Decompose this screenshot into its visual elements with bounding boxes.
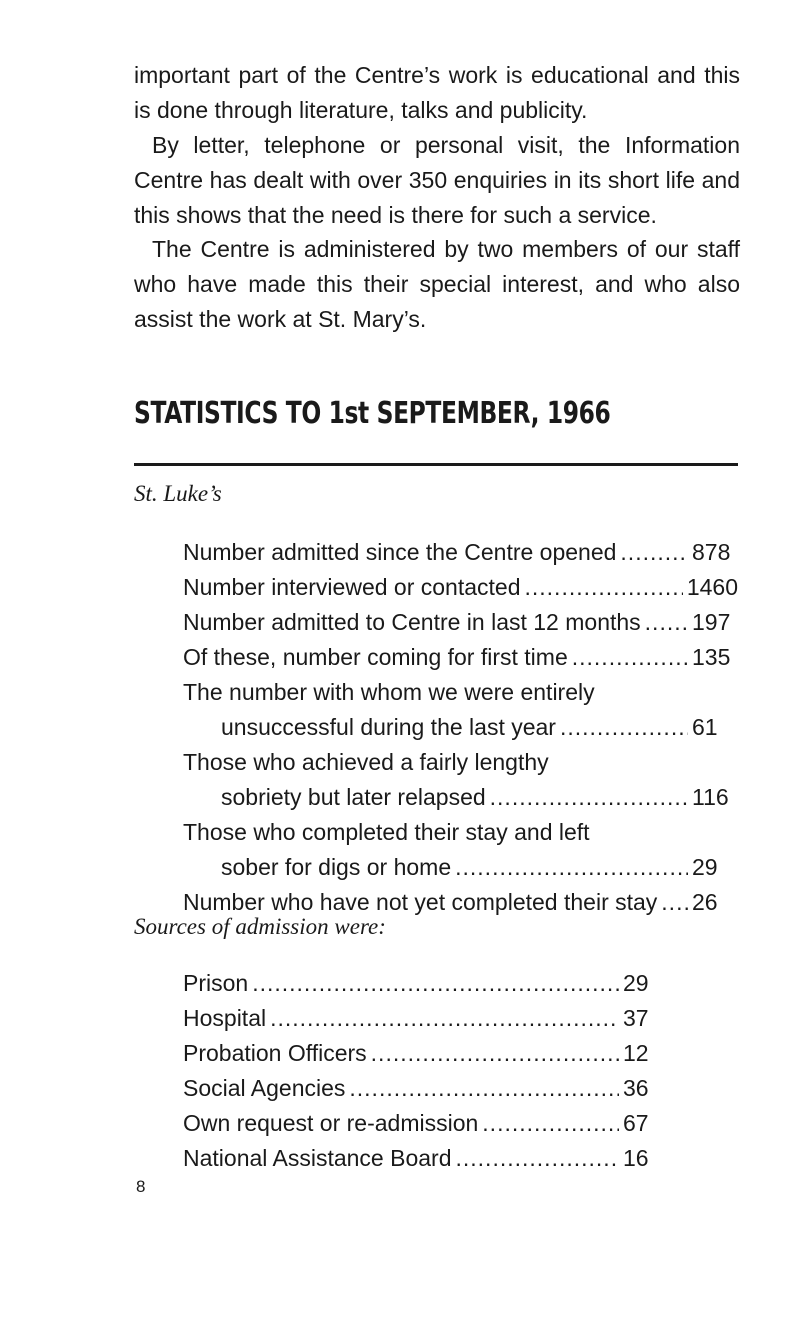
source-label: National Assistance Board bbox=[183, 1145, 452, 1171]
stat-row bbox=[183, 570, 738, 605]
source-label: Probation Officers bbox=[183, 1040, 367, 1066]
stat-label-line1: Those who achieved a fairly lengthy bbox=[183, 749, 549, 775]
stat-label-line2: sobriety but later relapsed bbox=[221, 784, 486, 810]
dot-leader bbox=[490, 780, 688, 815]
dot-leader bbox=[455, 850, 688, 885]
stat-label: Number admitted to Centre in last 12 months bbox=[183, 609, 641, 635]
source-label: Hospital bbox=[183, 1005, 267, 1031]
stat-label-line2: unsuccessful during the last year bbox=[221, 714, 556, 740]
stat-label: Of these, number coming for first time bbox=[183, 644, 568, 670]
stat-label: Number who have not yet completed their stay bbox=[183, 889, 658, 915]
source-row bbox=[183, 1001, 653, 1036]
st-lukes-stats-list bbox=[183, 535, 738, 920]
source-value: 67 bbox=[623, 1110, 649, 1136]
dot-leader bbox=[349, 1071, 619, 1106]
stat-value: 197 bbox=[692, 609, 731, 635]
dot-leader bbox=[371, 1036, 619, 1071]
dot-leader bbox=[270, 1001, 619, 1036]
heading-divider bbox=[134, 463, 738, 466]
stat-label-line1: The number with whom we were entirely bbox=[183, 679, 595, 705]
dot-leader bbox=[572, 640, 688, 675]
source-label: Own request or re-admission bbox=[183, 1110, 479, 1136]
paragraph-enquiries-text: By letter, telephone or personal visit, the Information Centre has dealt with over 350 enquiries in its short life and this shows that the need is there for such a service. bbox=[134, 132, 740, 228]
stat-label: Number admitted since the Centre opened bbox=[183, 539, 617, 565]
dot-leader bbox=[620, 535, 688, 570]
stat-row bbox=[183, 675, 738, 745]
page-number: 8 bbox=[136, 1177, 146, 1196]
dot-leader bbox=[456, 1141, 620, 1176]
stat-value: 135 bbox=[692, 644, 731, 670]
paragraph-administration bbox=[134, 232, 740, 337]
source-value: 16 bbox=[623, 1145, 649, 1171]
source-row bbox=[183, 1071, 653, 1106]
stat-row bbox=[183, 815, 738, 885]
stat-value: 29 bbox=[692, 854, 718, 880]
stat-label-line2: sober for digs or home bbox=[221, 854, 452, 880]
stat-label-line1: Those who completed their stay and left bbox=[183, 819, 590, 845]
stat-value: 26 bbox=[692, 889, 718, 915]
stat-value: 878 bbox=[692, 539, 731, 565]
stat-row bbox=[183, 745, 738, 815]
stat-value: 1460 bbox=[686, 574, 738, 600]
source-value: 37 bbox=[623, 1005, 649, 1031]
source-value: 12 bbox=[623, 1040, 649, 1066]
source-row bbox=[183, 1036, 653, 1071]
dot-leader bbox=[525, 570, 683, 605]
dot-leader bbox=[482, 1106, 619, 1141]
stat-value: 116 bbox=[692, 784, 729, 810]
source-label: Prison bbox=[183, 970, 249, 996]
stat-row bbox=[183, 640, 738, 675]
source-row bbox=[183, 1106, 653, 1141]
stat-label: Number interviewed or contacted bbox=[183, 574, 521, 600]
stat-row bbox=[183, 605, 738, 640]
stat-row bbox=[183, 535, 738, 570]
paragraph-enquiries bbox=[134, 128, 740, 233]
source-value: 36 bbox=[623, 1075, 649, 1101]
dot-leader bbox=[252, 966, 619, 1001]
st-lukes-subheading: St. Luke’s bbox=[134, 481, 222, 506]
source-row bbox=[183, 1141, 653, 1176]
statistics-heading: STATISTICS TO 1st SEPTEMBER, 1966 bbox=[134, 396, 611, 431]
source-value: 29 bbox=[623, 970, 649, 996]
source-label: Social Agencies bbox=[183, 1075, 346, 1101]
sources-subheading: Sources of admission were: bbox=[134, 914, 386, 939]
dot-leader bbox=[560, 710, 688, 745]
sources-list bbox=[183, 966, 653, 1176]
dot-leader bbox=[661, 885, 688, 920]
paragraph-administration-text: The Centre is administered by two members of our staff who have made this their special interest, and who also assist the work at St. Mary’s. bbox=[134, 236, 740, 332]
paragraph-education: important part of the Centre’s work is educational and this is done through literature, talks and publicity. bbox=[134, 62, 740, 123]
stat-value: 61 bbox=[692, 714, 718, 740]
source-row bbox=[183, 966, 653, 1001]
dot-leader bbox=[645, 605, 688, 640]
